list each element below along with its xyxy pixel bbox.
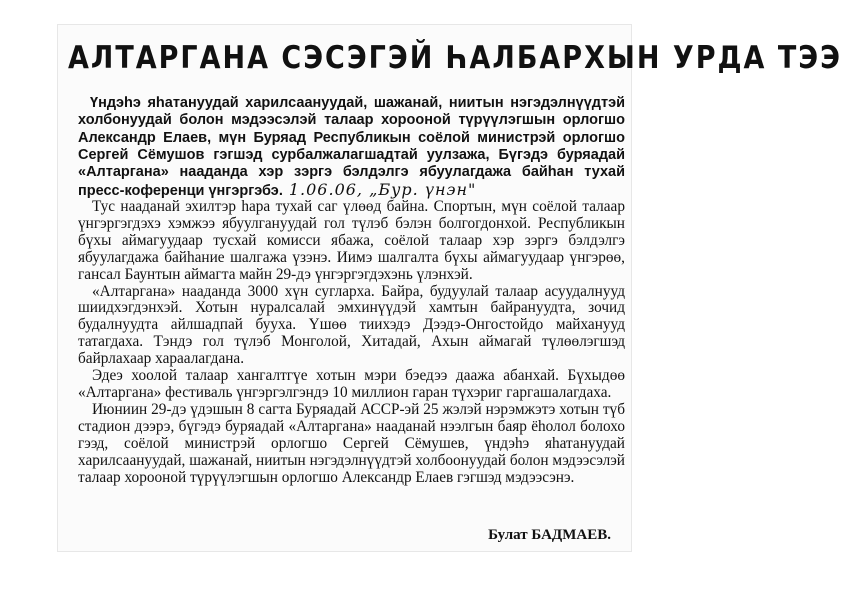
- newspaper-clipping: [57, 24, 842, 552]
- body-paragraph: Июниин 29-дэ үдэшын 8 сагта Буряадай АССР-эй 25 жэлэй нэрэмжэтэ хотын түб стадион дээрэ, бүгэдэ буряадай «Алтаргана» нааданай нээлгын баяр ёһолол болохо гээд, соёлой министрэй орлогшо Сергей Сёмушев, үндэһэ яһатануудай харилсаануудай, шажанай, ниитын нэгэдэлнүүдтэй холбоонуудай болон мэдээсэлэй талаар хорооной түрүүлэгшын орлогшо Александр Елаев гэгшэд мэдээсэнэ.: [78, 400, 625, 486]
- body-paragraph: Эдеэ хоолой талаар хангалтгүе хотын мэри бэедээ даажа абанхай. Бүхыдөө «Алтаргана» фестиваль үнгэргэлгэндэ 10 миллион гаран түхэриг гаргашалагдаха.: [78, 367, 625, 401]
- article-body: [78, 199, 625, 486]
- body-paragraph: Тус нааданай эхилтэр һара тухай саг үлөөд байна. Спортын, мүн соёлой талаар үнгэргэгдэхэ хэмжээ ябуулгануудай гол түлэб бэлэн болгогдонхой. Республикын бүхы аймагуудаар тусхай комисси ябажа, соёлой талаар хэр зэргэ бэлдэлгэ ябуулагдажа байһание шалгажа үзэнэ. Иимэ шалгалта бүхы аймагуудаар үнгэрөө, гансал Баунтын аймагта майн 29-дэ үнгэргэгдэхэнь үлэнхэй.: [78, 198, 625, 283]
- article-lead: [78, 95, 625, 201]
- article-headline: АЛТАРГАНА СЭСЭГЭЙ ҺАЛБАРХЫН УРДА ТЭЭ: [68, 40, 842, 77]
- article-author: Булат БАДМАЕВ.: [488, 527, 611, 543]
- handwritten-date-note: 1.06.06, „Бур. үнэн": [288, 180, 477, 200]
- lead-text: Үндэһэ яһатануудай харилсаануудай, шажанай, ниитын нэгэдэлнүүдтэй холбонуудай болон мэдээсэлэй талаар хорооной түрүүлэгшын орлогшо Александр Елаев, мүн Буряад Республикын соёлой министрэй орлогшо Сергей Сёмушов гэгшэд сурбалжалагшадтай уулзажа, Бүгэдэ буряадай «Алтаргана» нааданда хэр зэргэ бэлдэлгэ ябуулагдажа байһан тухай пресс-коференци үнгэргэбэ.: [78, 95, 625, 200]
- body-paragraph: «Алтаргана» нааданда 3000 хүн сугларха. Байра, будуулай талаар асуудалнууд шиидхэгдэнхэй. Хотын нуралсалай эмхинүүдэй хамтын байрануудта, зочид будалнуудта айлшадпай бууха. Үшөө тиихэдэ Дээдэ-Онгостойдо майханууд татагдаха. Тэндэ гол түлэб Монголой, Хитадай, Ахын аймагай түлөөлэгшэд байрлахаар хараалагдана.: [78, 282, 625, 368]
